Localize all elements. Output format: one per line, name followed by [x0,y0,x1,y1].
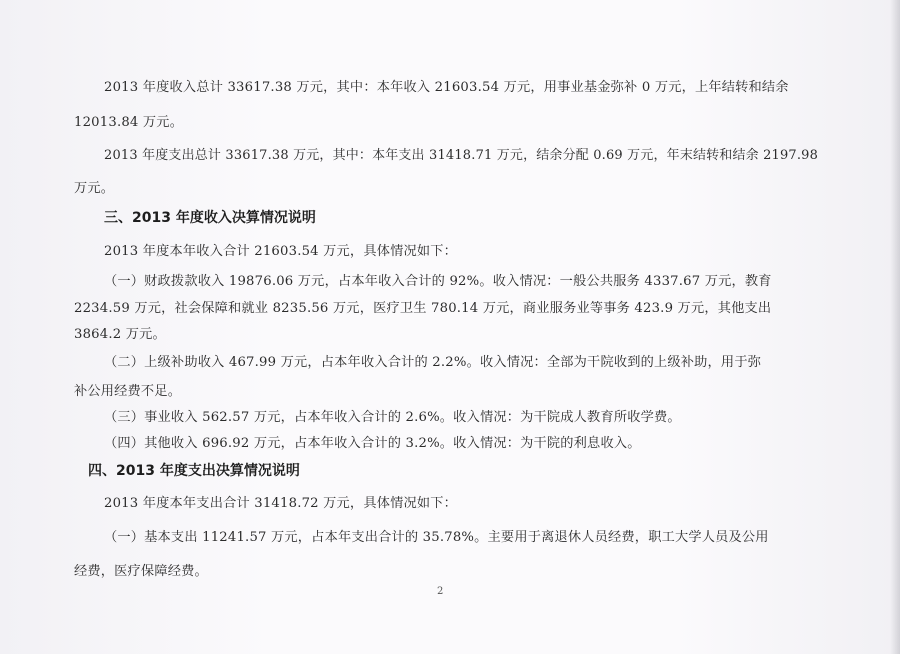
section-heading-expense: 四、2013 年度支出决算情况说明 [88,463,300,479]
paragraph-expense-total-line1: 2013 年度支出总计 33617.38 万元，其中：本年支出 31418.71 万元，结余分配 0.69 万元，年末结转和结余 2197.98 [104,148,819,163]
paragraph-fiscal-income-line2: 2234.59 万元，社会保障和就业 8235.56 万元，医疗卫生 780.14 万元，商业服务业等事务 423.9 万元，其他支出 [74,301,772,316]
section-heading-income: 三、2013 年度收入决算情况说明 [104,210,316,226]
paragraph-expense-total-line2: 万元。 [74,181,115,196]
paragraph-income-total-line2: 12013.84 万元。 [74,115,184,130]
page-number: 2 [437,586,444,597]
paragraph-fiscal-income-line3: 3864.2 万元。 [74,327,166,342]
paragraph-business-income: （三）事业收入 562.57 万元，占本年收入合计的 2.6%。收入情况：为干院成人教育所收学费。 [104,410,681,425]
paragraph-basic-expense-line1: （一）基本支出 11241.57 万元，占本年支出合计的 35.78%。主要用于离退休人员经费，职工大学人员及公用 [104,530,769,545]
paragraph-expense-summary: 2013 年度本年支出合计 31418.72 万元，具体情况如下： [104,496,458,511]
paragraph-basic-expense-line2: 经费，医疗保障经费。 [74,564,208,579]
page-edge-shadow [890,0,900,654]
paragraph-other-income: （四）其他收入 696.92 万元，占本年收入合计的 3.2%。收入情况：为干院的利息收入。 [104,436,641,451]
paragraph-income-total-line1: 2013 年度收入总计 33617.38 万元，其中：本年收入 21603.54 万元，用事业基金弥补 0 万元，上年结转和结余 [104,80,789,95]
paragraph-subsidy-income-line2: 补公用经费不足。 [74,384,182,399]
paragraph-fiscal-income-line1: （一）财政拨款收入 19876.06 万元，占本年收入合计的 92%。收入情况：一般公共服务 4337.67 万元，教育 [104,274,772,289]
paragraph-income-summary: 2013 年度本年收入合计 21603.54 万元，具体情况如下： [104,244,458,259]
paragraph-subsidy-income-line1: （二）上级补助收入 467.99 万元，占本年收入合计的 2.2%。收入情况：全部为干院收到的上级补助，用于弥 [104,355,762,370]
